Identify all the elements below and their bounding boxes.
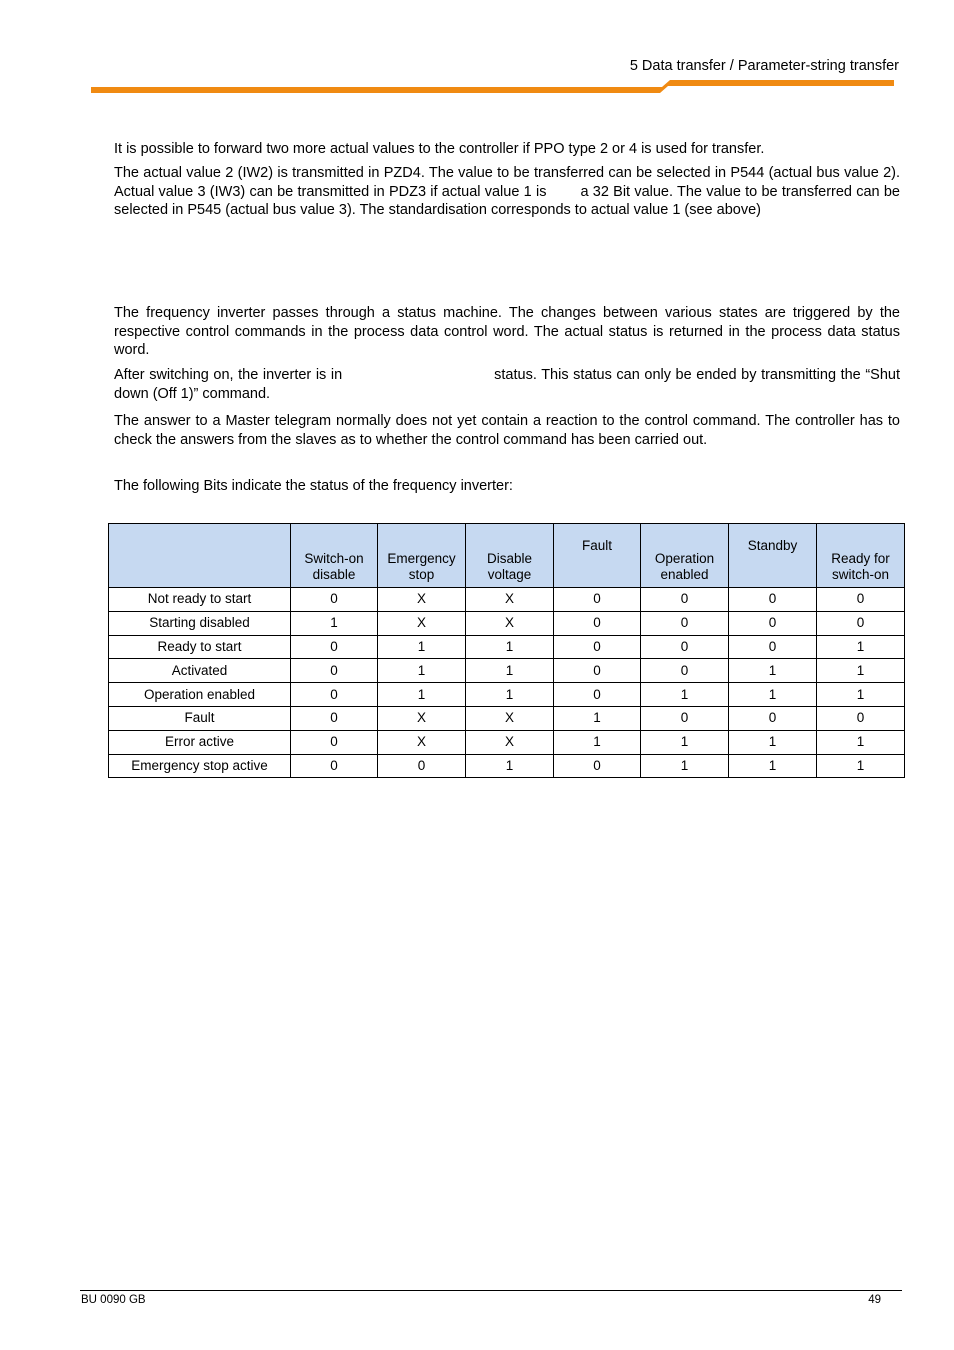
- table-cell: 0: [641, 659, 729, 683]
- table-row: [109, 754, 905, 778]
- header-accent-bar: [0, 0, 954, 100]
- table-cell: 0: [291, 635, 378, 659]
- status-bits-table: [108, 523, 905, 778]
- table-cell: 1: [641, 754, 729, 778]
- table-cell: X: [378, 588, 466, 612]
- table-cell: 0: [554, 635, 641, 659]
- table-header-cell: Operation enabled: [641, 524, 729, 588]
- table-cell-state: Not ready to start: [109, 588, 291, 612]
- table-header-cell: Fault: [554, 524, 641, 588]
- table-cell: X: [466, 730, 554, 754]
- table-cell: 0: [641, 635, 729, 659]
- table-cell: 1: [378, 659, 466, 683]
- table-cell: 0: [554, 588, 641, 612]
- table-cell: 0: [291, 730, 378, 754]
- table-cell: 0: [554, 611, 641, 635]
- table-cell: 1: [817, 635, 905, 659]
- table-cell: 0: [291, 659, 378, 683]
- table-cell: X: [378, 730, 466, 754]
- paragraph-status-machine: The frequency inverter passes through a status machine. The changes between various states are triggered by the respective control commands in the process data control word. The actual status is returned in the process data status word.: [114, 305, 900, 358]
- paragraph-actual-values-part2: a 32 Bit value. The value to be transferred can be selected in P545 (actual bus value 3). The standardisation corresponds to actual value 1 (see above): [114, 183, 900, 218]
- table-cell: 1: [729, 659, 817, 683]
- header-accent-shape: [91, 80, 894, 93]
- table-cell: 1: [641, 730, 729, 754]
- table-header-cell: Disable voltage: [466, 524, 554, 588]
- paragraph-master-telegram: The answer to a Master telegram normally does not yet contain a reaction to the control command. The controller has to check the answers from the slaves as to whether the control command has been carried out.: [114, 413, 900, 448]
- table-cell: 0: [817, 706, 905, 730]
- table-cell: 1: [466, 754, 554, 778]
- document-id: BU 0090 GB: [81, 1294, 146, 1306]
- paragraph-additional-values: It is possible to forward two more actual values to the controller if PPO type 2 or 4 is used for transfer.: [114, 141, 765, 157]
- table-cell: 1: [729, 754, 817, 778]
- table-cell: 1: [817, 754, 905, 778]
- table-header-cell: Ready for switch-on: [817, 524, 905, 588]
- table-cell-state: Fault: [109, 706, 291, 730]
- table-cell-state: Ready to start: [109, 635, 291, 659]
- table-cell: X: [466, 611, 554, 635]
- table-cell: 1: [817, 683, 905, 707]
- table-cell: 0: [291, 683, 378, 707]
- table-header-cell: Emergency stop: [378, 524, 466, 588]
- table-cell: 1: [729, 730, 817, 754]
- table-cell: 0: [729, 588, 817, 612]
- table-cell: 0: [817, 611, 905, 635]
- table-cell: 0: [378, 754, 466, 778]
- table-header-cell: Standby: [729, 524, 817, 588]
- table-cell: 0: [729, 706, 817, 730]
- table-cell: X: [378, 611, 466, 635]
- table-cell: 0: [729, 611, 817, 635]
- table-row: [109, 706, 905, 730]
- table-cell-state: Activated: [109, 659, 291, 683]
- table-cell: 1: [466, 659, 554, 683]
- table-cell: 0: [817, 588, 905, 612]
- table-cell: 0: [291, 754, 378, 778]
- table-cell: 0: [554, 754, 641, 778]
- page-number: 49: [868, 1294, 881, 1306]
- table-cell: 1: [291, 611, 378, 635]
- paragraph-switching-on-part2: status. This status can only be ended by transmitting the “Shut down (Off 1)” command.: [114, 367, 900, 402]
- table-cell: 0: [729, 635, 817, 659]
- table-cell-state: Operation enabled: [109, 683, 291, 707]
- table-row: [109, 635, 905, 659]
- table-row: [109, 683, 905, 707]
- paragraph-switching-on: [114, 366, 900, 403]
- table-cell: 1: [729, 683, 817, 707]
- table-cell-state: Starting disabled: [109, 611, 291, 635]
- table-cell: X: [466, 706, 554, 730]
- table-cell-state: Emergency stop active: [109, 754, 291, 778]
- table-cell: 1: [378, 635, 466, 659]
- table-cell: 0: [554, 683, 641, 707]
- table-cell: 0: [554, 659, 641, 683]
- table-header-row: [109, 524, 905, 588]
- table-cell: 0: [641, 611, 729, 635]
- table-cell-state: Error active: [109, 730, 291, 754]
- table-row: [109, 730, 905, 754]
- table-cell: 1: [554, 706, 641, 730]
- table-row: [109, 611, 905, 635]
- table-row: [109, 659, 905, 683]
- paragraph-actual-values-part1: The actual value 2 (IW2) is transmitted in PZD4. The value to be transferred can be selected in P544 (actual bus value 2). Actual value 3 (IW3) can be transmitted in PDZ3 if actual value 1 is: [114, 165, 900, 200]
- table-cell: 0: [291, 706, 378, 730]
- table-header-cell: [109, 524, 291, 588]
- table-row: [109, 588, 905, 612]
- table-cell: 1: [466, 635, 554, 659]
- table-cell: 1: [641, 683, 729, 707]
- table-cell: 0: [291, 588, 378, 612]
- footer-divider: [80, 1290, 902, 1291]
- table-cell: 1: [817, 730, 905, 754]
- table-cell: 0: [641, 706, 729, 730]
- section-title: 5 Data transfer / Parameter-string transfer: [629, 58, 899, 74]
- table-cell: 1: [817, 659, 905, 683]
- table-header-cell: Switch-on disable: [291, 524, 378, 588]
- paragraph-actual-values: [114, 164, 900, 220]
- table-cell: 1: [554, 730, 641, 754]
- table-cell: 1: [466, 683, 554, 707]
- paragraph-switching-on-part1: After switching on, the inverter is in: [114, 367, 343, 383]
- table-cell: 0: [641, 588, 729, 612]
- table-cell: X: [466, 588, 554, 612]
- table-cell: X: [378, 706, 466, 730]
- table-cell: 1: [378, 683, 466, 707]
- paragraph-status-bits-intro: The following Bits indicate the status of the frequency inverter:: [114, 478, 513, 494]
